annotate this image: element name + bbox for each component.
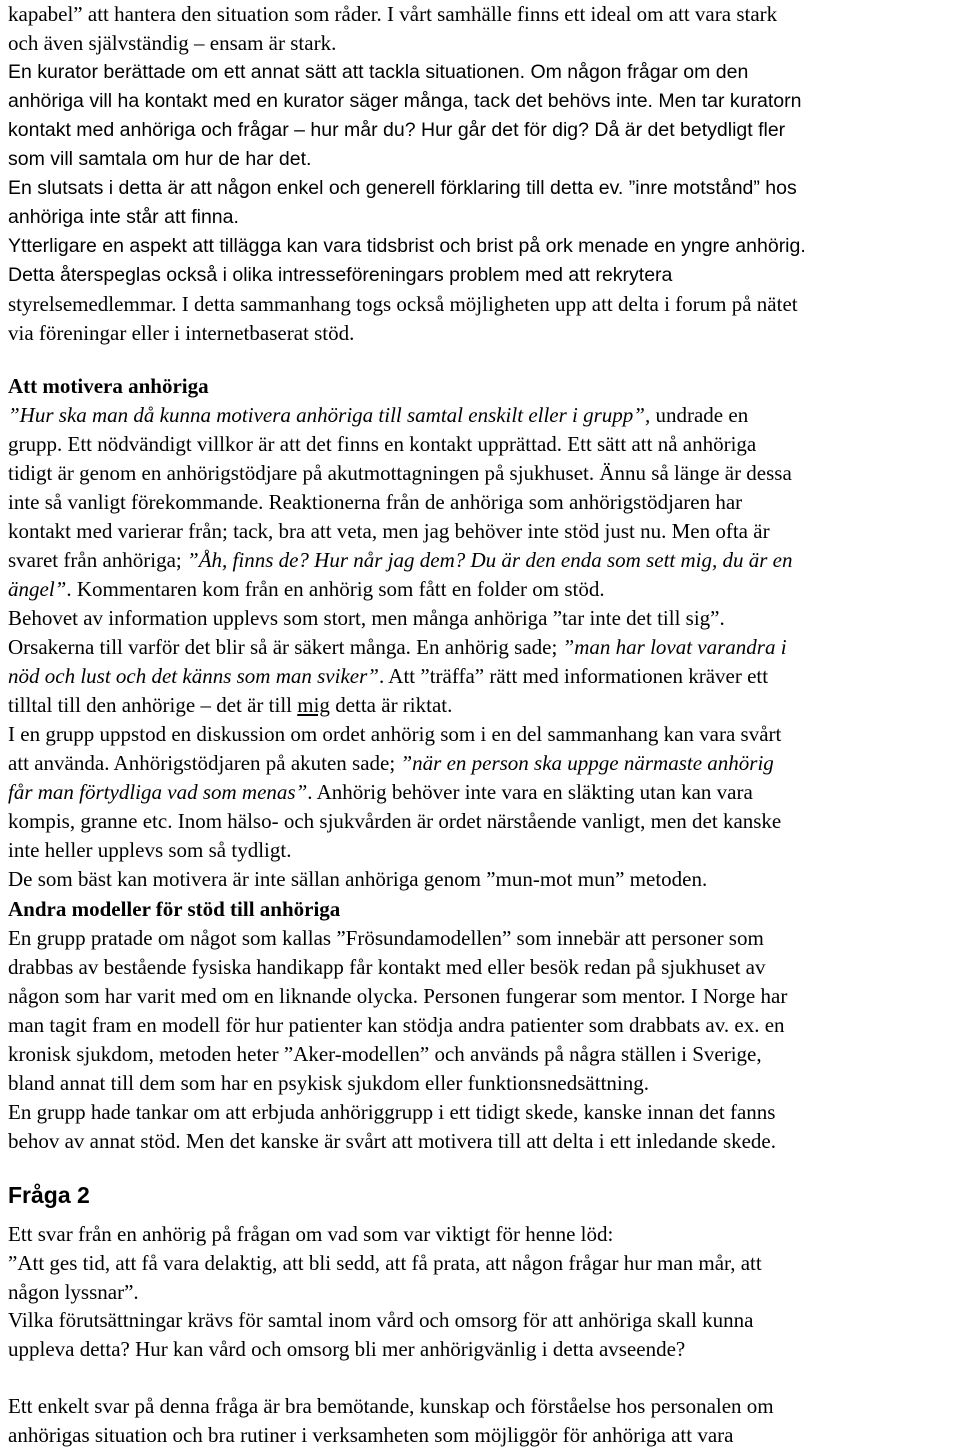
text-run: anhöriga vill ha kontakt med en kurator säger många, tack det behövs inte. Men tar kuratorn bbox=[8, 90, 802, 112]
text-line bbox=[8, 203, 239, 232]
text-line bbox=[8, 58, 748, 87]
text-line bbox=[8, 517, 770, 546]
text-run: Orsakerna till varför det blir så är säkert många. En anhörig sade; bbox=[8, 635, 563, 659]
text-run: . Att ”träffa” rätt med informationen kräver ett bbox=[378, 664, 769, 688]
text-line bbox=[8, 0, 777, 29]
text-run: uppleva detta? Hur kan vård och omsorg bli mer anhörigvänlig i detta avseende? bbox=[8, 1337, 686, 1361]
text-run: Ett svar från en anhörig på frågan om vad som var viktigt för henne löd: bbox=[8, 1222, 614, 1246]
text-run: Ett enkelt svar på denna fråga är bra bemötande, kunskap och förståelse hos personalen om bbox=[8, 1394, 774, 1418]
text-run: svaret från anhöriga; bbox=[8, 548, 188, 572]
text-run: Vilka förutsättningar krävs för samtal inom vård och omsorg för att anhöriga skall kunna bbox=[8, 1308, 754, 1332]
text-line bbox=[8, 1278, 139, 1307]
text-line bbox=[8, 546, 793, 575]
text-line bbox=[8, 1011, 785, 1040]
text-line bbox=[8, 1421, 733, 1450]
text-line bbox=[8, 145, 311, 174]
text-line bbox=[8, 691, 452, 720]
text-run: som vill samtala om hur de har det. bbox=[8, 148, 312, 170]
text-run: kompis, granne etc. Inom hälso- och sjukvården är ordet närstående vanligt, men det kanske bbox=[8, 809, 782, 833]
text-line bbox=[8, 87, 801, 116]
text-run: någon lyssnar”. bbox=[8, 1280, 139, 1304]
italic-quote: ängel” bbox=[8, 577, 67, 601]
italic-quote: ”man har lovat varandra i bbox=[562, 635, 787, 659]
italic-quote: ”Åh, finns de? Hur når jag dem? Du är den enda som sett mig, du är en bbox=[187, 548, 793, 572]
text-line bbox=[8, 430, 756, 459]
text-line bbox=[8, 1249, 762, 1278]
text-run: Andra modeller för stöd till anhöriga bbox=[8, 897, 341, 921]
text-run: . Kommentaren kom från en anhörig som fått en folder om stöd. bbox=[66, 577, 605, 601]
text-line bbox=[8, 749, 774, 778]
text-line bbox=[8, 953, 766, 982]
text-line bbox=[8, 1220, 613, 1249]
text-line bbox=[8, 290, 798, 319]
text-run: Detta återspeglas också i olika intresseföreningars problem med att rekrytera bbox=[8, 264, 673, 286]
text-run: anhöriga inte står att finna. bbox=[8, 206, 239, 228]
text-line bbox=[8, 1069, 649, 1098]
text-run: undrade en bbox=[650, 403, 749, 427]
text-line bbox=[8, 116, 785, 145]
text-run: inte så vanligt förekommande. Reaktionerna från de anhöriga som anhörigstödjaren har bbox=[8, 490, 743, 514]
text-run: tidigt är genom en anhörigstödjare på akutmottagningen på sjukhuset. Ännu så länge är dessa bbox=[8, 461, 792, 485]
text-run: inte heller upplevs som så tydligt. bbox=[8, 838, 292, 862]
italic-quote: får man förtydliga vad som menas” bbox=[8, 780, 308, 804]
text-run: ”Att ges tid, att få vara delaktig, att bli sedd, att få prata, att någon frågar hur man mår, att bbox=[8, 1251, 762, 1275]
text-line bbox=[8, 924, 764, 953]
text-line bbox=[8, 1127, 776, 1156]
text-run: kontakt med anhöriga och frågar – hur mår du? Hur går det för dig? Då är det betydligt fler bbox=[8, 119, 786, 141]
text-line bbox=[8, 1098, 775, 1127]
text-run: Att motivera anhöriga bbox=[8, 374, 209, 398]
underlined-word: mig bbox=[297, 693, 330, 717]
text-run: via föreningar eller i internetbaserat stöd. bbox=[8, 321, 355, 345]
text-run: Fråga 2 bbox=[8, 1182, 90, 1208]
text-line bbox=[8, 575, 605, 604]
text-run: En slutsats i detta är att någon enkel och generell förklaring till detta ev. ”inre motstånd” hos bbox=[8, 177, 797, 199]
text-run: och även självständig – ensam är stark. bbox=[8, 31, 337, 55]
section-heading bbox=[8, 895, 340, 924]
text-line bbox=[8, 488, 742, 517]
text-run: grupp. Ett nödvändigt villkor är att det finns en kontakt upprättad. Ett sätt att nå anhöriga bbox=[8, 432, 757, 456]
text-line bbox=[8, 778, 753, 807]
text-line bbox=[8, 633, 787, 662]
text-line bbox=[8, 836, 291, 865]
italic-quote: ”när en person ska uppge närmaste anhörig bbox=[400, 751, 774, 775]
text-run: styrelsemedlemmar. I detta sammanhang togs också möjligheten upp att delta i forum på nätet bbox=[8, 292, 798, 316]
text-run: En kurator berättade om ett annat sätt att tackla situationen. Om någon frågar om den bbox=[8, 61, 749, 83]
text-line bbox=[8, 807, 781, 836]
text-line bbox=[8, 174, 797, 203]
text-run: kapabel” att hantera den situation som råder. I vårt samhälle finns ett ideal om att vara stark bbox=[8, 2, 778, 26]
text-run: kontakt med varierar från; tack, bra att veta, men jag behöver inte stöd just nu. Men ofta är bbox=[8, 519, 770, 543]
text-run: att använda. Anhörigstödjaren på akuten sade; bbox=[8, 751, 401, 775]
text-run: kronisk sjukdom, metoden heter ”Aker-modellen” och används på några ställen i Sverige, bbox=[8, 1042, 762, 1066]
text-line bbox=[8, 1335, 685, 1364]
text-run: De som bäst kan motivera är inte sällan anhöriga genom ”mun-mot mun” metoden. bbox=[8, 867, 708, 891]
text-run: anhörigas situation och bra rutiner i verksamheten som möjliggör för anhöriga att vara bbox=[8, 1423, 734, 1447]
text-run: man tagit fram en modell för hur patienter kan stödja andra patienter som drabbats av. ex. en bbox=[8, 1013, 785, 1037]
text-line bbox=[8, 319, 354, 348]
text-run: detta är riktat. bbox=[329, 693, 453, 717]
text-line bbox=[8, 662, 768, 691]
text-run: Ytterligare en aspekt att tillägga kan vara tidsbrist och brist på ork menade en yngre anhörig. bbox=[8, 235, 806, 257]
text-line bbox=[8, 982, 787, 1011]
text-line bbox=[8, 1040, 762, 1069]
text-run: I en grupp uppstod en diskussion om ordet anhörig som i en del sammanhang kan vara svårt bbox=[8, 722, 782, 746]
text-line bbox=[8, 1392, 774, 1421]
text-line bbox=[8, 604, 725, 633]
text-line bbox=[8, 720, 781, 749]
section-heading bbox=[8, 1181, 90, 1210]
text-run: någon som har varit med om en liknande olycka. Personen fungerar som mentor. I Norge har bbox=[8, 984, 788, 1008]
section-heading bbox=[8, 372, 209, 401]
text-run: bland annat till dem som har en psykisk sjukdom eller funktionsnedsättning. bbox=[8, 1071, 649, 1095]
text-run: Behovet av information upplevs som stort, men många anhöriga ”tar inte det till sig”. bbox=[8, 606, 725, 630]
italic-quote: ”Hur ska man då kunna motivera anhöriga till samtal enskilt eller i grupp”, bbox=[8, 403, 651, 427]
text-line bbox=[8, 1306, 753, 1335]
text-run: En grupp pratade om något som kallas ”Frösundamodellen” som innebär att personer som bbox=[8, 926, 764, 950]
text-run: behov av annat stöd. Men det kanske är svårt att motivera till att delta i ett inledande skede. bbox=[8, 1129, 777, 1153]
text-run: . Anhörig behöver inte vara en släkting utan kan vara bbox=[307, 780, 753, 804]
text-line bbox=[8, 232, 806, 261]
text-run: drabbas av bestående fysiska handikapp får kontakt med eller besök redan på sjukhuset av bbox=[8, 955, 766, 979]
text-run: tilltal till den anhörige – det är till bbox=[8, 693, 298, 717]
text-line bbox=[8, 865, 707, 894]
text-line bbox=[8, 459, 792, 488]
text-line bbox=[8, 261, 672, 290]
text-run: En grupp hade tankar om att erbjuda anhöriggrupp i ett tidigt skede, kanske innan det fanns bbox=[8, 1100, 776, 1124]
italic-quote: nöd och lust och det känns som man sviker” bbox=[8, 664, 379, 688]
text-line bbox=[8, 29, 336, 58]
text-line bbox=[8, 401, 748, 430]
